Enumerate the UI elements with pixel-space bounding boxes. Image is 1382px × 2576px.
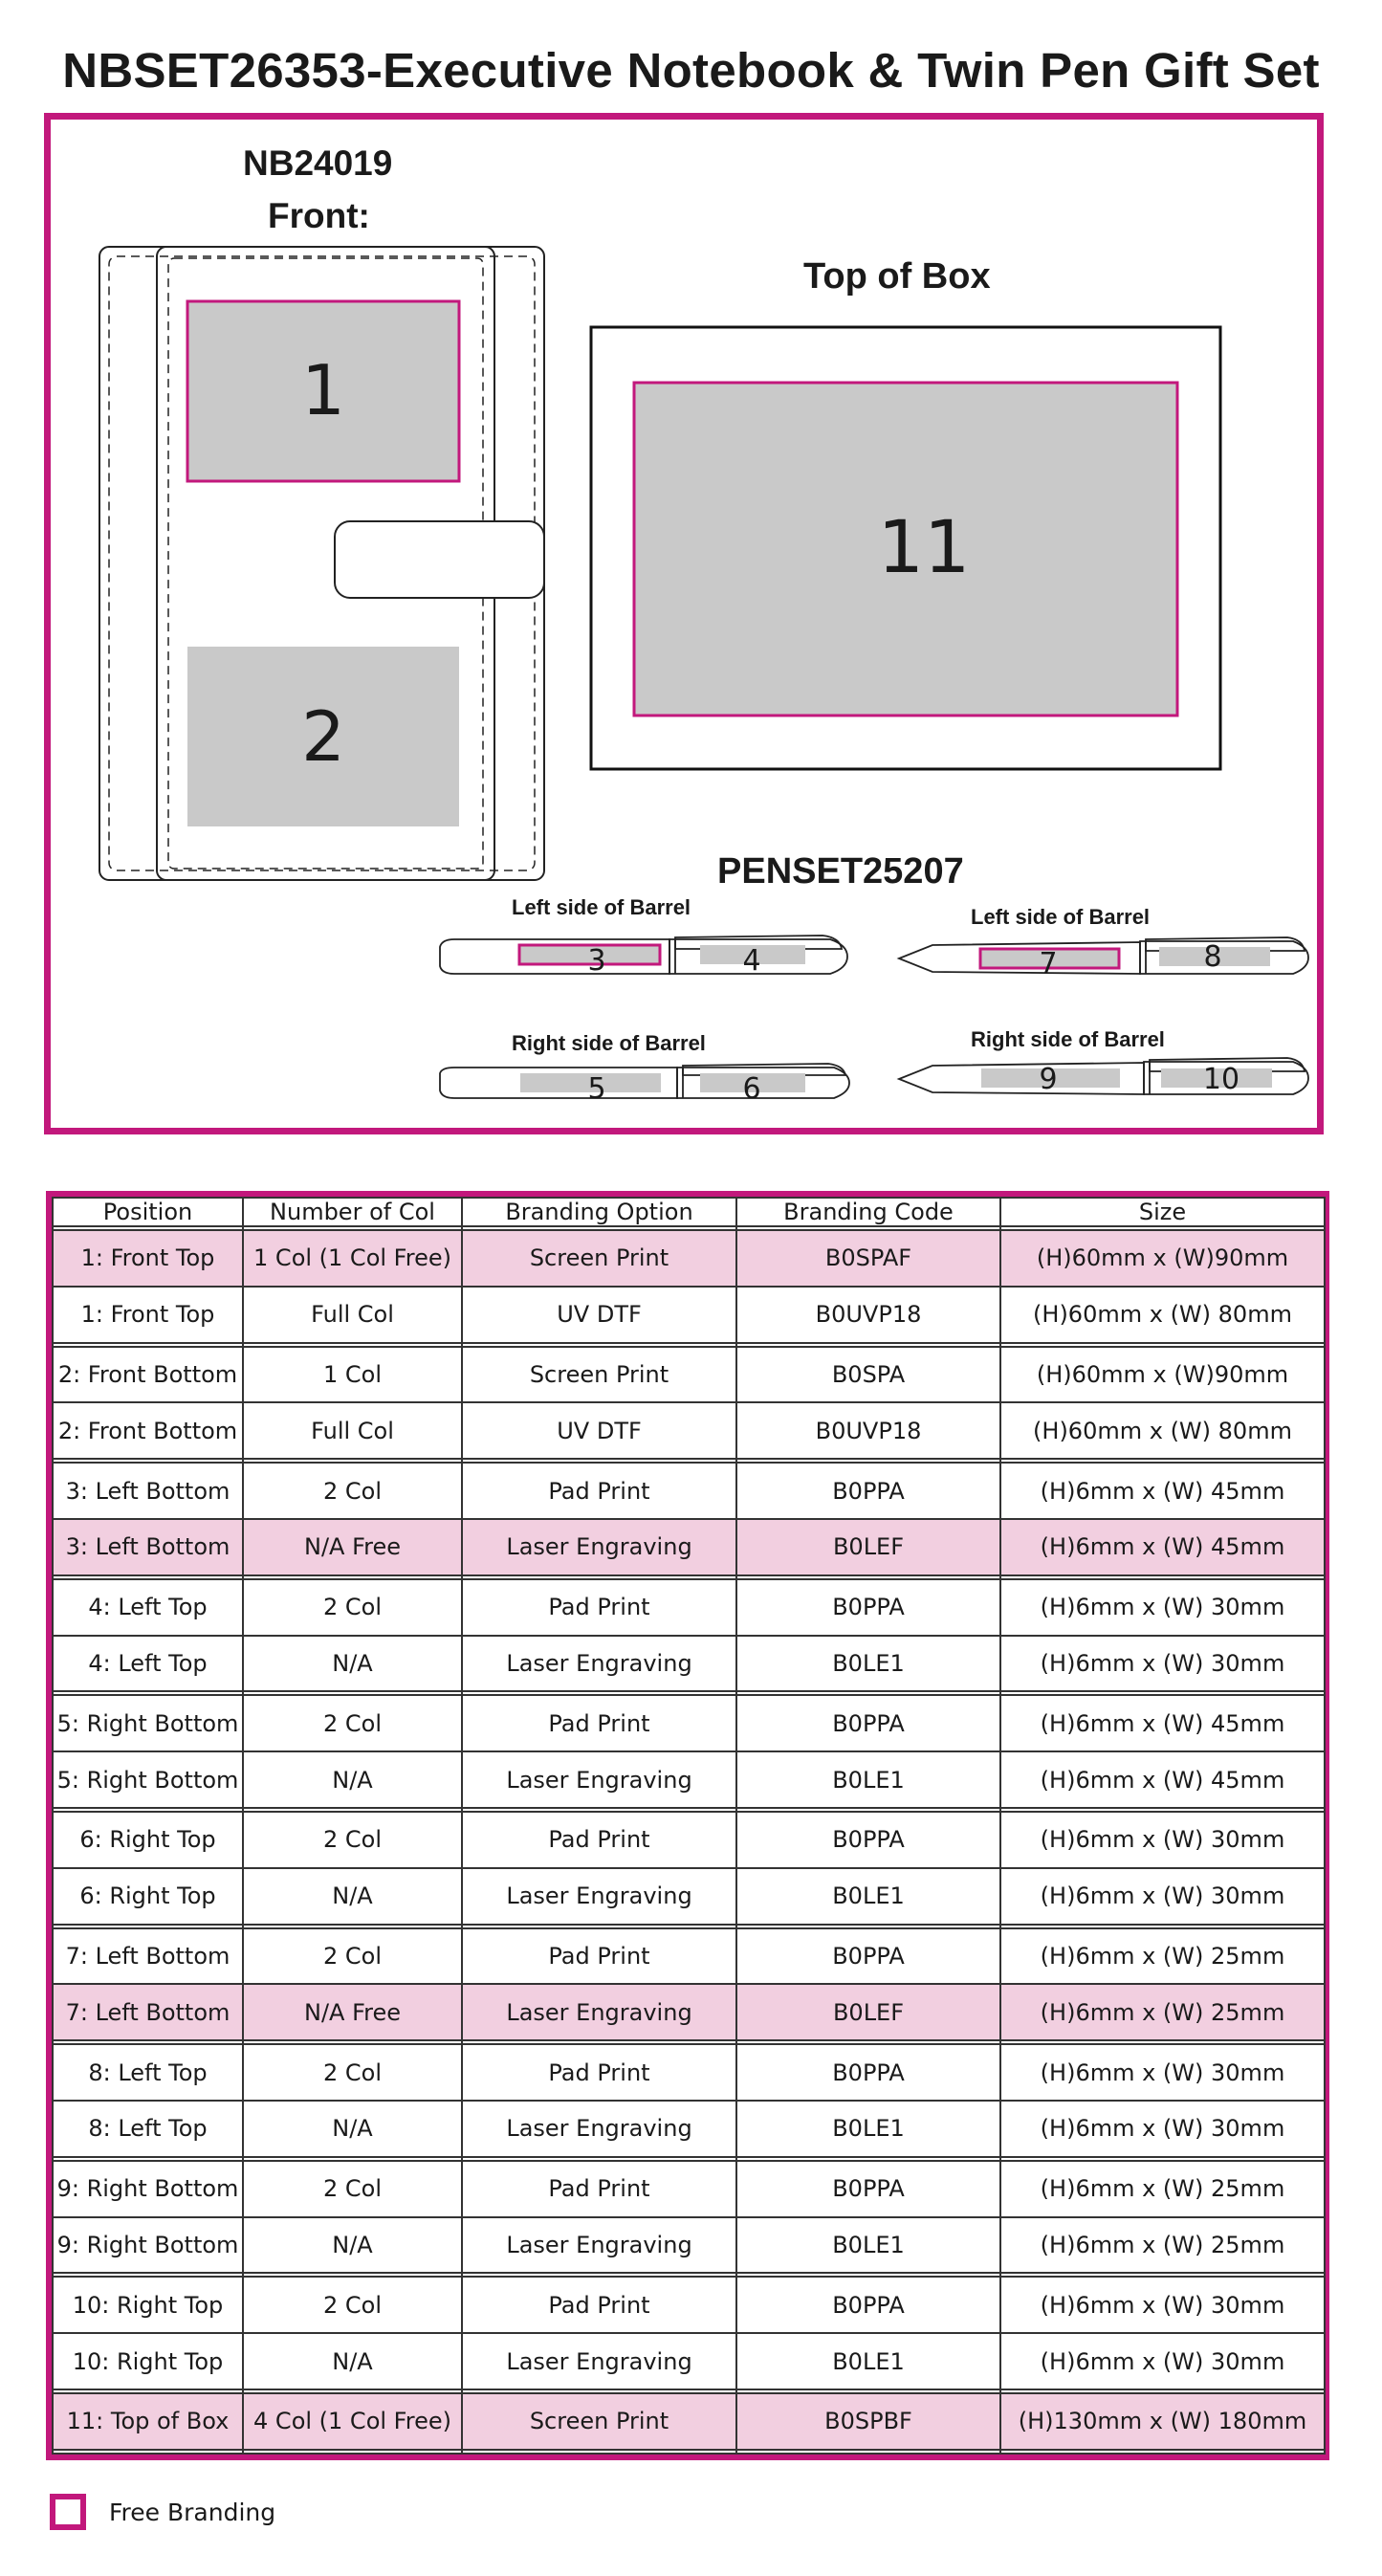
cell-branding-code: B0UVP18 [736, 1402, 1000, 1459]
cell-number-of-col: Full Col [243, 1287, 462, 1343]
cell-branding-code: B0LEF [736, 1519, 1000, 1575]
cell-number-of-col: N/A Free [243, 1519, 462, 1575]
cell-number-of-col: 2 Col [243, 1579, 462, 1636]
cell-position: 1: Front Top [53, 1287, 243, 1343]
cell-size: (H)6mm x (W) 30mm [1000, 2101, 1325, 2157]
cell-number-of-col: N/A [243, 2333, 462, 2389]
table-row [53, 1579, 1325, 1636]
cell-number-of-col: N/A Free [243, 1984, 462, 2040]
cell-position: 10: Right Top [53, 2333, 243, 2389]
table-row [53, 1868, 1325, 1925]
cell-position: 11: Top of Box [53, 2393, 243, 2450]
table-row [53, 2044, 1325, 2101]
cell-position: 6: Right Top [53, 1812, 243, 1868]
cell-number-of-col: 2 Col [243, 2161, 462, 2217]
notebook-view-label: Front: [268, 196, 370, 235]
cell-position: 10: Right Top [53, 2277, 243, 2333]
cell-size: (H)6mm x (W) 25mm [1000, 2161, 1325, 2217]
cell-branding-code: B0PPA [736, 1463, 1000, 1519]
box-label: Top of Box [803, 256, 991, 297]
cell-size [1000, 2450, 1325, 2454]
cell-size: (H)60mm x (W) 80mm [1000, 1287, 1325, 1343]
cell-position [53, 2450, 243, 2454]
area-number-4: 4 [742, 944, 761, 978]
cell-branding-code: B0PPA [736, 1812, 1000, 1868]
cell-branding-code: B0PPA [736, 2277, 1000, 2333]
cell-size: (H)6mm x (W) 30mm [1000, 2333, 1325, 2389]
cell-branding-option: Laser Engraving [462, 1984, 736, 2040]
cell-branding-option: Screen Print [462, 1347, 736, 1403]
cell-branding-option: Laser Engraving [462, 2333, 736, 2389]
cell-position: 6: Right Top [53, 1868, 243, 1925]
cell-branding-option: Pad Print [462, 2161, 736, 2217]
cell-number-of-col: 4 Col (1 Col Free) [243, 2393, 462, 2450]
cell-number-of-col: 2 Col [243, 1812, 462, 1868]
cell-branding-code: B0LE1 [736, 2101, 1000, 2157]
cell-position: 4: Left Top [53, 1579, 243, 1636]
cell-branding-option: Pad Print [462, 1928, 736, 1985]
table-row [53, 1812, 1325, 1868]
cell-number-of-col: N/A [243, 2101, 462, 2157]
cell-number-of-col: Full Col [243, 1402, 462, 1459]
cell-branding-option: Screen Print [462, 1230, 736, 1287]
table-row [53, 1519, 1325, 1575]
cell-number-of-col: 2 Col [243, 1463, 462, 1519]
cell-size: (H)6mm x (W) 25mm [1000, 1984, 1325, 2040]
cell-number-of-col: N/A [243, 1751, 462, 1808]
cell-size: (H)6mm x (W) 30mm [1000, 2044, 1325, 2101]
area-number-7: 7 [1039, 947, 1058, 980]
pen2-right-label: Right side of Barrel [971, 1027, 1165, 1051]
cell-size: (H)60mm x (W)90mm [1000, 1347, 1325, 1403]
free-branding-swatch [50, 2494, 86, 2530]
cell-position: 3: Left Bottom [53, 1463, 243, 1519]
cell-branding-code: B0UVP18 [736, 1287, 1000, 1343]
cell-branding-option: Pad Print [462, 1463, 736, 1519]
cell-position: 1: Front Top [53, 1230, 243, 1287]
product-diagram [0, 0, 1382, 1148]
cell-position: 8: Left Top [53, 2101, 243, 2157]
cell-size: (H)60mm x (W) 80mm [1000, 1402, 1325, 1459]
cell-branding-option: Pad Print [462, 1579, 736, 1636]
table-row [53, 1928, 1325, 1985]
cell-branding-option: Laser Engraving [462, 1868, 736, 1925]
cell-branding-option: Laser Engraving [462, 1751, 736, 1808]
table-row [53, 2333, 1325, 2389]
notebook-strap [335, 521, 544, 598]
table-row [53, 1636, 1325, 1692]
cell-size: (H)6mm x (W) 30mm [1000, 1636, 1325, 1692]
cell-size: (H)6mm x (W) 45mm [1000, 1751, 1325, 1808]
area-number-6: 6 [742, 1072, 761, 1106]
area-number-3: 3 [587, 944, 606, 978]
table-row [53, 1984, 1325, 2040]
cell-number-of-col: 2 Col [243, 1695, 462, 1751]
cell-branding-option: Pad Print [462, 2044, 736, 2101]
header-size: Size [1000, 1198, 1325, 1226]
cell-size: (H)60mm x (W)90mm [1000, 1230, 1325, 1287]
table-row [53, 2277, 1325, 2333]
cell-position: 2: Front Bottom [53, 1347, 243, 1403]
header-branding-option: Branding Option [462, 1198, 736, 1226]
cell-branding-code: B0SPAF [736, 1230, 1000, 1287]
table-row [53, 2101, 1325, 2157]
penset-code: PENSET25207 [717, 851, 964, 892]
cell-branding-code: B0PPA [736, 1928, 1000, 1985]
cell-position: 7: Left Bottom [53, 1928, 243, 1985]
notebook-code: NB24019 [243, 143, 393, 183]
cell-branding-code: B0LE1 [736, 1868, 1000, 1925]
cell-size: (H)6mm x (W) 30mm [1000, 1812, 1325, 1868]
cell-number-of-col: 2 Col [243, 2277, 462, 2333]
table-row [53, 1463, 1325, 1519]
table-row [53, 2217, 1325, 2274]
table-row [53, 1347, 1325, 1403]
legend-label: Free Branding [109, 2498, 276, 2526]
table-row [53, 1402, 1325, 1459]
area-number-1: 1 [301, 350, 345, 430]
cell-branding-code: B0PPA [736, 1579, 1000, 1636]
cell-branding-code: B0PPA [736, 2161, 1000, 2217]
cell-branding-code: B0LEF [736, 1984, 1000, 2040]
cell-branding-option: Pad Print [462, 1812, 736, 1868]
cell-branding-code: B0LE1 [736, 1636, 1000, 1692]
cell-number-of-col: 1 Col (1 Col Free) [243, 1230, 462, 1287]
area-number-11: 11 [877, 504, 971, 589]
cell-branding-option: Screen Print [462, 2393, 736, 2450]
cell-number-of-col: 1 Col [243, 1347, 462, 1403]
cell-position: 9: Right Bottom [53, 2161, 243, 2217]
header-number-of-col: Number of Col [243, 1198, 462, 1226]
cell-position: 4: Left Top [53, 1636, 243, 1692]
cell-position: 5: Right Bottom [53, 1751, 243, 1808]
cell-branding-code: B0PPA [736, 1695, 1000, 1751]
area-number-8: 8 [1203, 940, 1222, 974]
legend [50, 2494, 275, 2530]
cell-branding-code: B0LE1 [736, 2217, 1000, 2274]
cell-branding-code [736, 2450, 1000, 2454]
cell-size: (H)6mm x (W) 25mm [1000, 2217, 1325, 2274]
cell-branding-option: Laser Engraving [462, 1519, 736, 1575]
area-number-2: 2 [301, 696, 345, 777]
cell-branding-option: UV DTF [462, 1287, 736, 1343]
cell-size: (H)6mm x (W) 45mm [1000, 1463, 1325, 1519]
table-row [53, 2161, 1325, 2217]
table-row [53, 1230, 1325, 1287]
header-position: Position [53, 1198, 243, 1226]
cell-branding-code: B0SPA [736, 1347, 1000, 1403]
table-body [53, 1226, 1325, 2454]
cell-branding-option: UV DTF [462, 1402, 736, 1459]
table-header-row [53, 1198, 1325, 1226]
pen1-left-label: Left side of Barrel [512, 895, 691, 919]
cell-size: (H)6mm x (W) 45mm [1000, 1695, 1325, 1751]
cell-branding-option: Laser Engraving [462, 2101, 736, 2157]
cell-branding-option [462, 2450, 736, 2454]
cell-size: (H)6mm x (W) 30mm [1000, 2277, 1325, 2333]
cell-branding-code: B0LE1 [736, 1751, 1000, 1808]
header-branding-code: Branding Code [736, 1198, 1000, 1226]
cell-number-of-col: N/A [243, 2217, 462, 2274]
cell-position: 2: Front Bottom [53, 1402, 243, 1459]
cell-size: (H)6mm x (W) 30mm [1000, 1579, 1325, 1636]
branding-table [52, 1197, 1326, 2455]
page-title: NBSET26353-Executive Notebook & Twin Pen Gift Set [62, 43, 1320, 98]
table-row [53, 1287, 1325, 1343]
table-row [53, 1751, 1325, 1808]
cell-branding-option: Pad Print [462, 2277, 736, 2333]
cell-size: (H)6mm x (W) 25mm [1000, 1928, 1325, 1985]
cell-branding-option: Laser Engraving [462, 2217, 736, 2274]
area-number-5: 5 [587, 1072, 606, 1106]
cell-position: 7: Left Bottom [53, 1984, 243, 2040]
cell-position: 8: Left Top [53, 2044, 243, 2101]
cell-position: 5: Right Bottom [53, 1695, 243, 1751]
cell-size: (H)6mm x (W) 45mm [1000, 1519, 1325, 1575]
cell-branding-code: B0PPA [736, 2044, 1000, 2101]
cell-branding-code: B0SPBF [736, 2393, 1000, 2450]
pen2-left-label: Left side of Barrel [971, 905, 1151, 929]
cell-size: (H)6mm x (W) 30mm [1000, 1868, 1325, 1925]
cell-branding-option: Pad Print [462, 1695, 736, 1751]
cell-number-of-col: N/A [243, 1636, 462, 1692]
pen1-right-label: Right side of Barrel [512, 1031, 706, 1055]
cell-number-of-col [243, 2450, 462, 2454]
cell-number-of-col: N/A [243, 1868, 462, 1925]
area-number-9: 9 [1039, 1063, 1058, 1096]
area-number-10: 10 [1202, 1063, 1240, 1096]
cell-number-of-col: 2 Col [243, 1928, 462, 1985]
table-row [53, 2450, 1325, 2454]
table-row [53, 2393, 1325, 2450]
cell-size: (H)130mm x (W) 180mm [1000, 2393, 1325, 2450]
cell-position: 9: Right Bottom [53, 2217, 243, 2274]
cell-branding-code: B0LE1 [736, 2333, 1000, 2389]
table-row [53, 1695, 1325, 1751]
branding-table-frame [46, 1191, 1329, 2460]
cell-branding-option: Laser Engraving [462, 1636, 736, 1692]
cell-position: 3: Left Bottom [53, 1519, 243, 1575]
cell-number-of-col: 2 Col [243, 2044, 462, 2101]
